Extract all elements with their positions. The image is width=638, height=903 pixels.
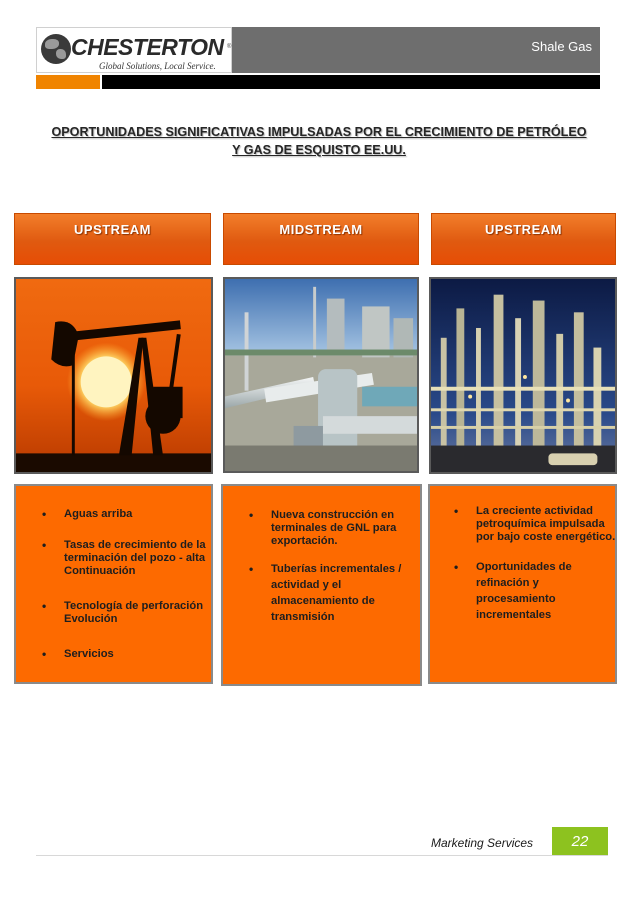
footer-divider — [36, 855, 608, 856]
list-item: • Aguas arriba — [64, 508, 210, 521]
upstream-text-box — [14, 484, 213, 684]
page-number: 22 — [552, 827, 608, 855]
column-heading-label: UPSTREAM — [485, 222, 562, 237]
headline-line-2: Y GAS DE ESQUISTO EE.UU. — [232, 143, 406, 157]
lng-terminal-photo — [223, 277, 419, 473]
list-item: • Servicios — [64, 648, 210, 661]
footer-label: Marketing Services — [431, 836, 534, 850]
refinery-photo — [429, 277, 617, 474]
header-accent-orange — [36, 75, 100, 89]
company-logo — [36, 27, 232, 73]
list-item: • Oportunidades de refinación y procesamiento incrementales — [476, 559, 616, 623]
list-item: • Tasas de crecimiento de la terminación del pozo - alta Continuación — [64, 539, 210, 578]
page-headline — [36, 123, 602, 159]
column-heading-upstream — [14, 213, 211, 265]
oil-pumpjack-photo — [14, 277, 213, 474]
list-item: • La creciente actividad petroquímica impulsada por bajo coste energético. — [476, 505, 616, 544]
list-item: • Tecnología de perforación Evolución — [64, 600, 210, 626]
column-heading-midstream — [223, 213, 419, 265]
upstream-bullet-list — [64, 508, 210, 679]
headline-line-1: OPORTUNIDADES SIGNIFICATIVAS IMPULSADAS POR EL CRECIMIENTO DE PETRÓLEO — [51, 125, 587, 139]
globe-icon — [41, 34, 71, 64]
logo-name: CHESTERTON — [71, 34, 224, 60]
logo-registered-mark: ® — [227, 44, 232, 50]
downstream-bullet-list — [476, 505, 616, 638]
list-item: • Nueva construcción en terminales de GNL para exportación. — [271, 509, 421, 548]
logo-tagline: Global Solutions, Local Service. — [99, 61, 216, 71]
column-heading-upstream-2 — [431, 213, 616, 265]
downstream-text-box — [428, 484, 617, 684]
midstream-bullet-list — [271, 509, 421, 638]
list-item: • Tuberías incrementales / actividad y el almacenamiento de transmisión — [271, 561, 421, 625]
document-title: Shale Gas — [531, 39, 592, 54]
header-accent-black — [102, 75, 600, 89]
column-heading-label: UPSTREAM — [74, 222, 151, 237]
column-heading-label: MIDSTREAM — [279, 222, 363, 237]
midstream-text-box — [221, 484, 422, 686]
